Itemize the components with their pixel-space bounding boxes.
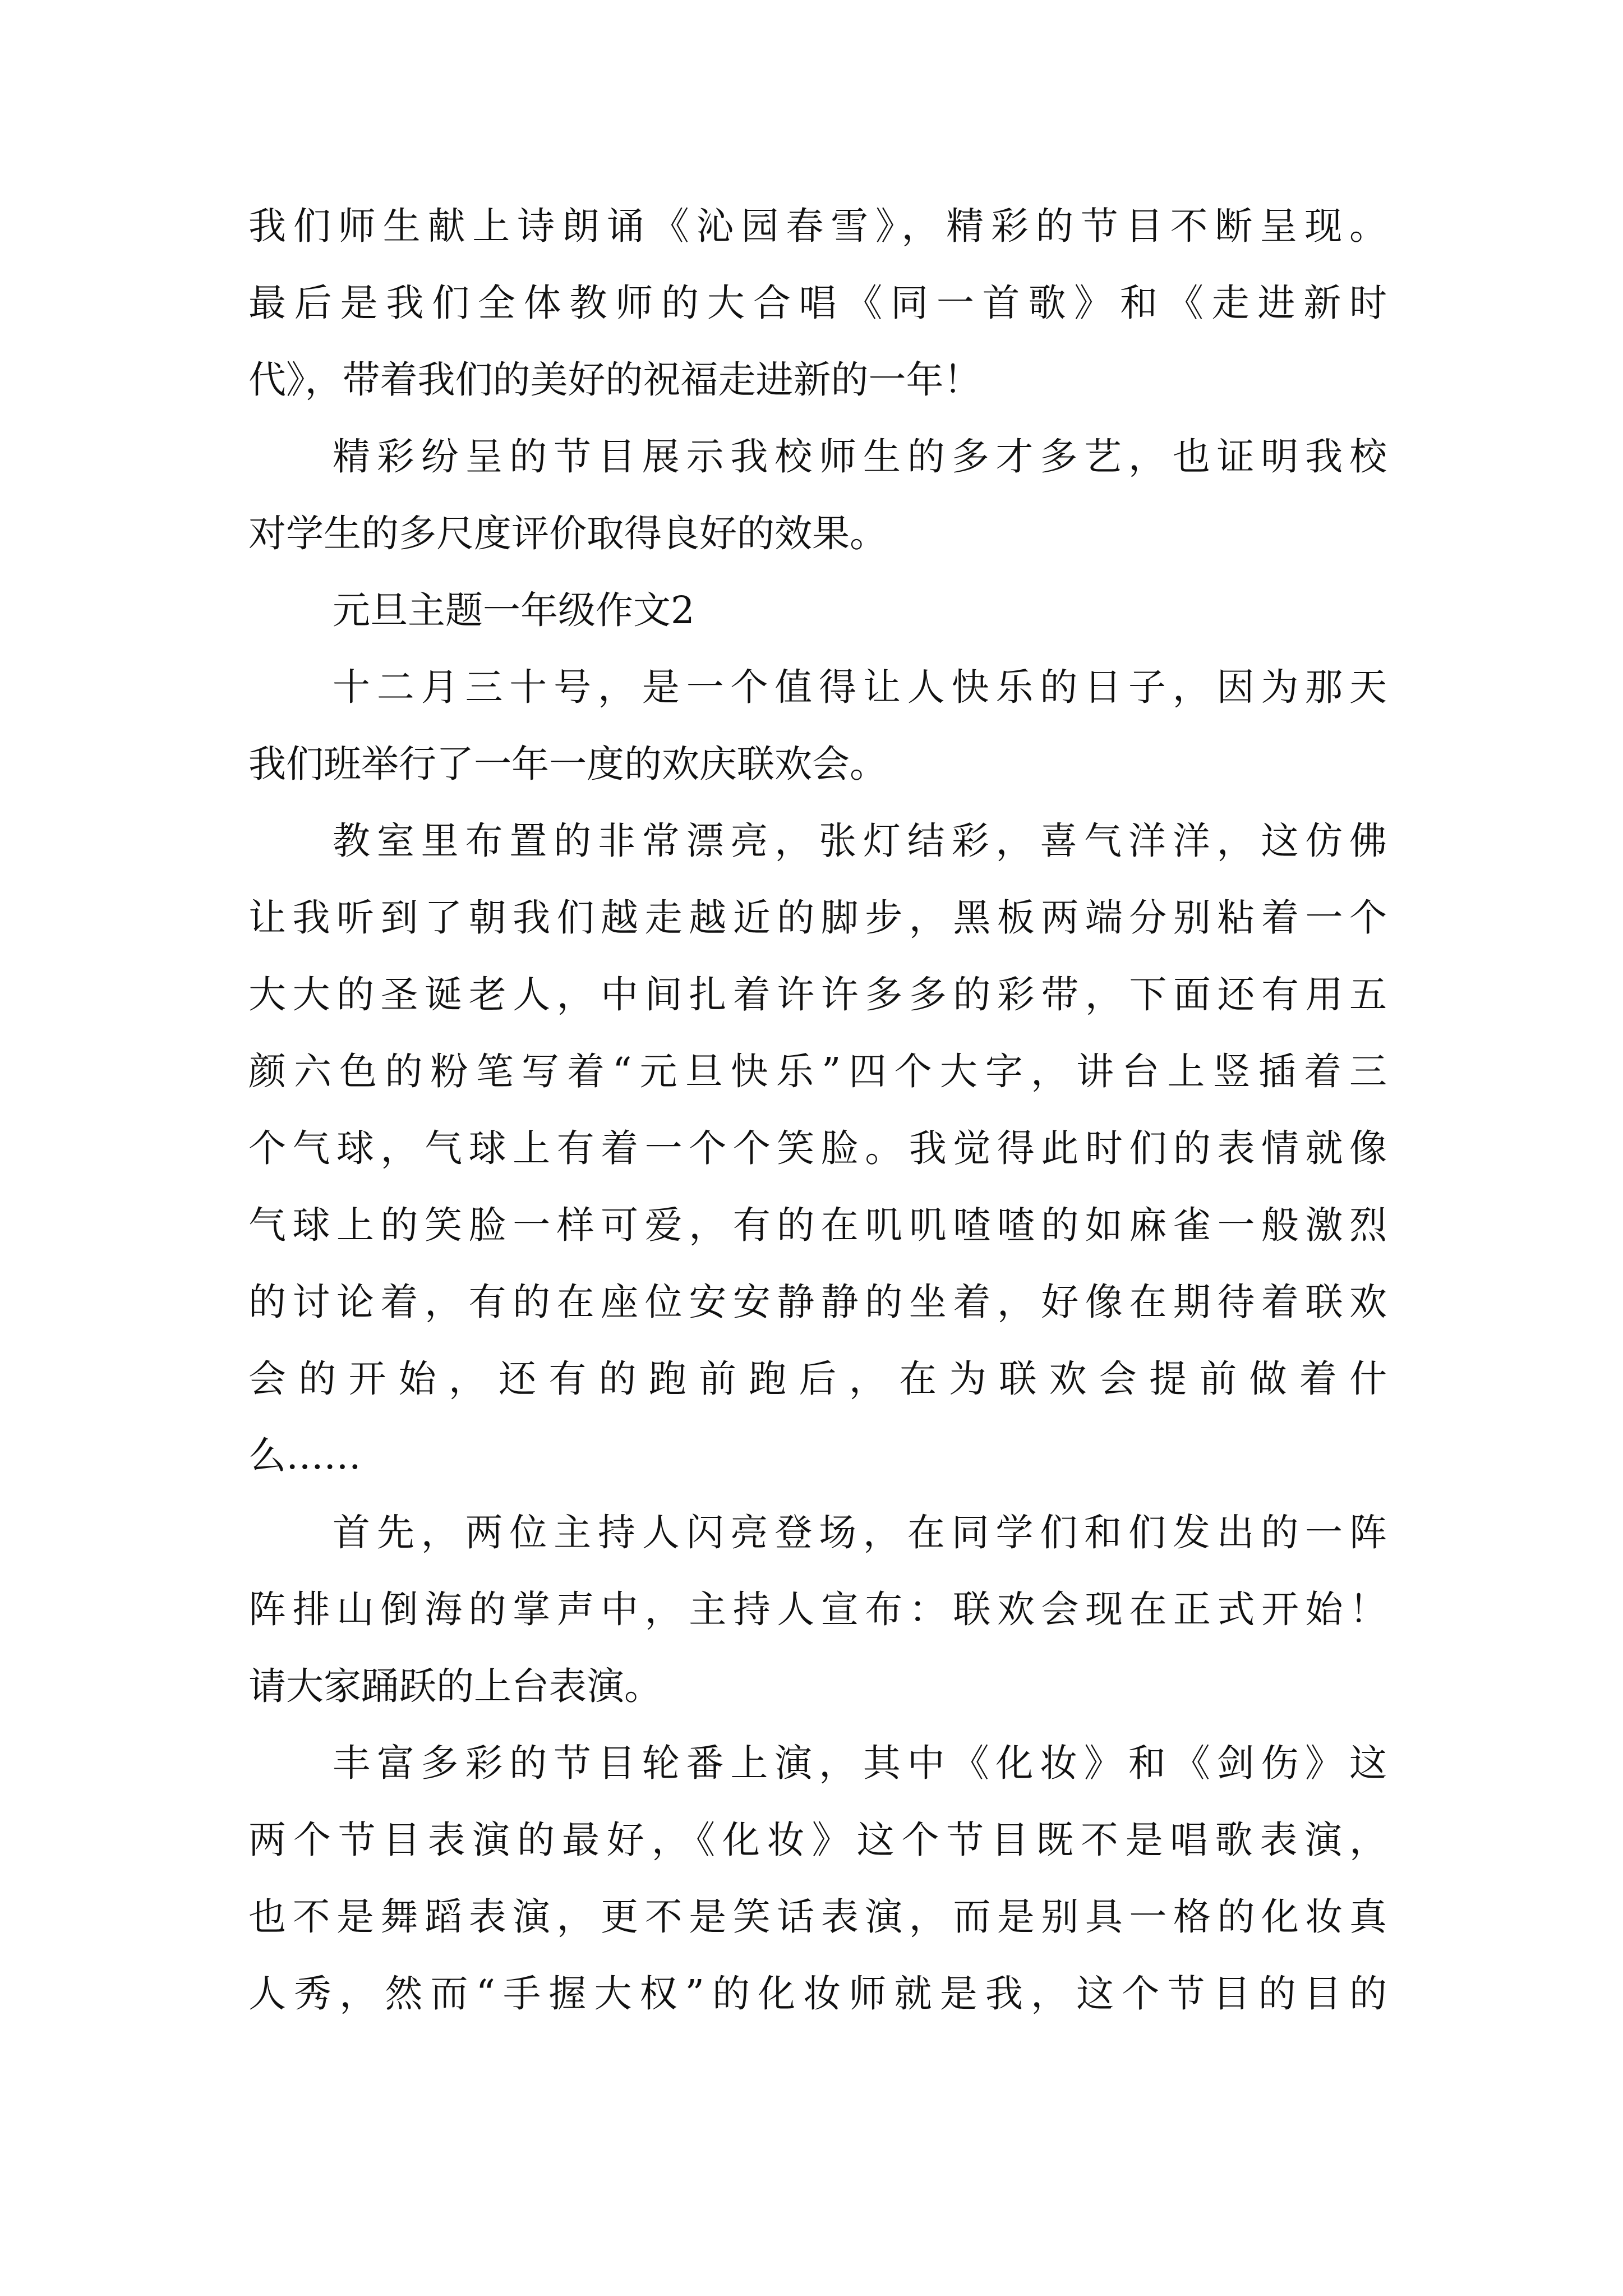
- paragraph-line: 也不是舞蹈表演，更不是笑话表演，而是别具一格的化妆真: [248, 1895, 1387, 1939]
- paragraph-line: 气球上的笑脸一样可爱，有的在叽叽喳喳的如麻雀一般激烈: [248, 1203, 1387, 1247]
- paragraph-line: 人秀，然而“手握大权”的化妆师就是我，这个节目的目的: [248, 1972, 1387, 2016]
- paragraph-line: 请大家踊跃的上台表演。: [248, 1664, 662, 1708]
- section-heading: 元旦主题一年级作文2: [333, 588, 695, 632]
- paragraph-line: 阵排山倒海的掌声中，主持人宣布：联欢会现在正式开始！: [248, 1588, 1387, 1631]
- paragraph-line: 让我听到了朝我们越走越近的脚步，黑板两端分别粘着一个: [248, 896, 1387, 940]
- document-body: [248, 202, 1387, 2046]
- paragraph-line: 教室里布置的非常漂亮，张灯结彩，喜气洋洋，这仿佛: [333, 819, 1387, 863]
- paragraph-line: 么……: [248, 1434, 361, 1478]
- paragraph-line: 最后是我们全体教师的大合唱《同一首歌》和《走进新时: [248, 281, 1387, 325]
- paragraph-line: 精彩纷呈的节目展示我校师生的多才多艺，也证明我校: [333, 435, 1387, 478]
- paragraph-line: 我们师生献上诗朗诵《沁园春雪》，精彩的节目不断呈现。: [248, 204, 1387, 248]
- paragraph-line: 两个节目表演的最好，《化妆》这个节目既不是唱歌表演，: [248, 1818, 1387, 1862]
- paragraph-line: 丰富多彩的节目轮番上演，其中《化妆》和《剑伤》这: [333, 1741, 1387, 1785]
- paragraph-line: 对学生的多尺度评价取得良好的效果。: [248, 512, 887, 555]
- paragraph-line: 会的开始，还有的跑前跑后，在为联欢会提前做着什: [248, 1357, 1387, 1401]
- paragraph-line: 十二月三十号，是一个值得让人快乐的日子，因为那天: [333, 665, 1387, 709]
- paragraph-line: 颜六色的粉笔写着“元旦快乐”四个大字，讲台上竖插着三: [248, 1050, 1387, 1093]
- paragraph-line: 大大的圣诞老人，中间扎着许许多多的彩带，下面还有用五: [248, 973, 1387, 1016]
- paragraph-line: 个气球，气球上有着一个个笑脸。我觉得此时们的表情就像: [248, 1126, 1387, 1170]
- paragraph-line: 首先，两位主持人闪亮登场，在同学们和们发出的一阵: [333, 1511, 1387, 1554]
- paragraph-line: 我们班举行了一年一度的欢庆联欢会。: [248, 742, 887, 786]
- paragraph-line: 代》，带着我们的美好的祝福走进新的一年！: [248, 358, 981, 402]
- paragraph-line: 的讨论着，有的在座位安安静静的坐着，好像在期待着联欢: [248, 1280, 1387, 1324]
